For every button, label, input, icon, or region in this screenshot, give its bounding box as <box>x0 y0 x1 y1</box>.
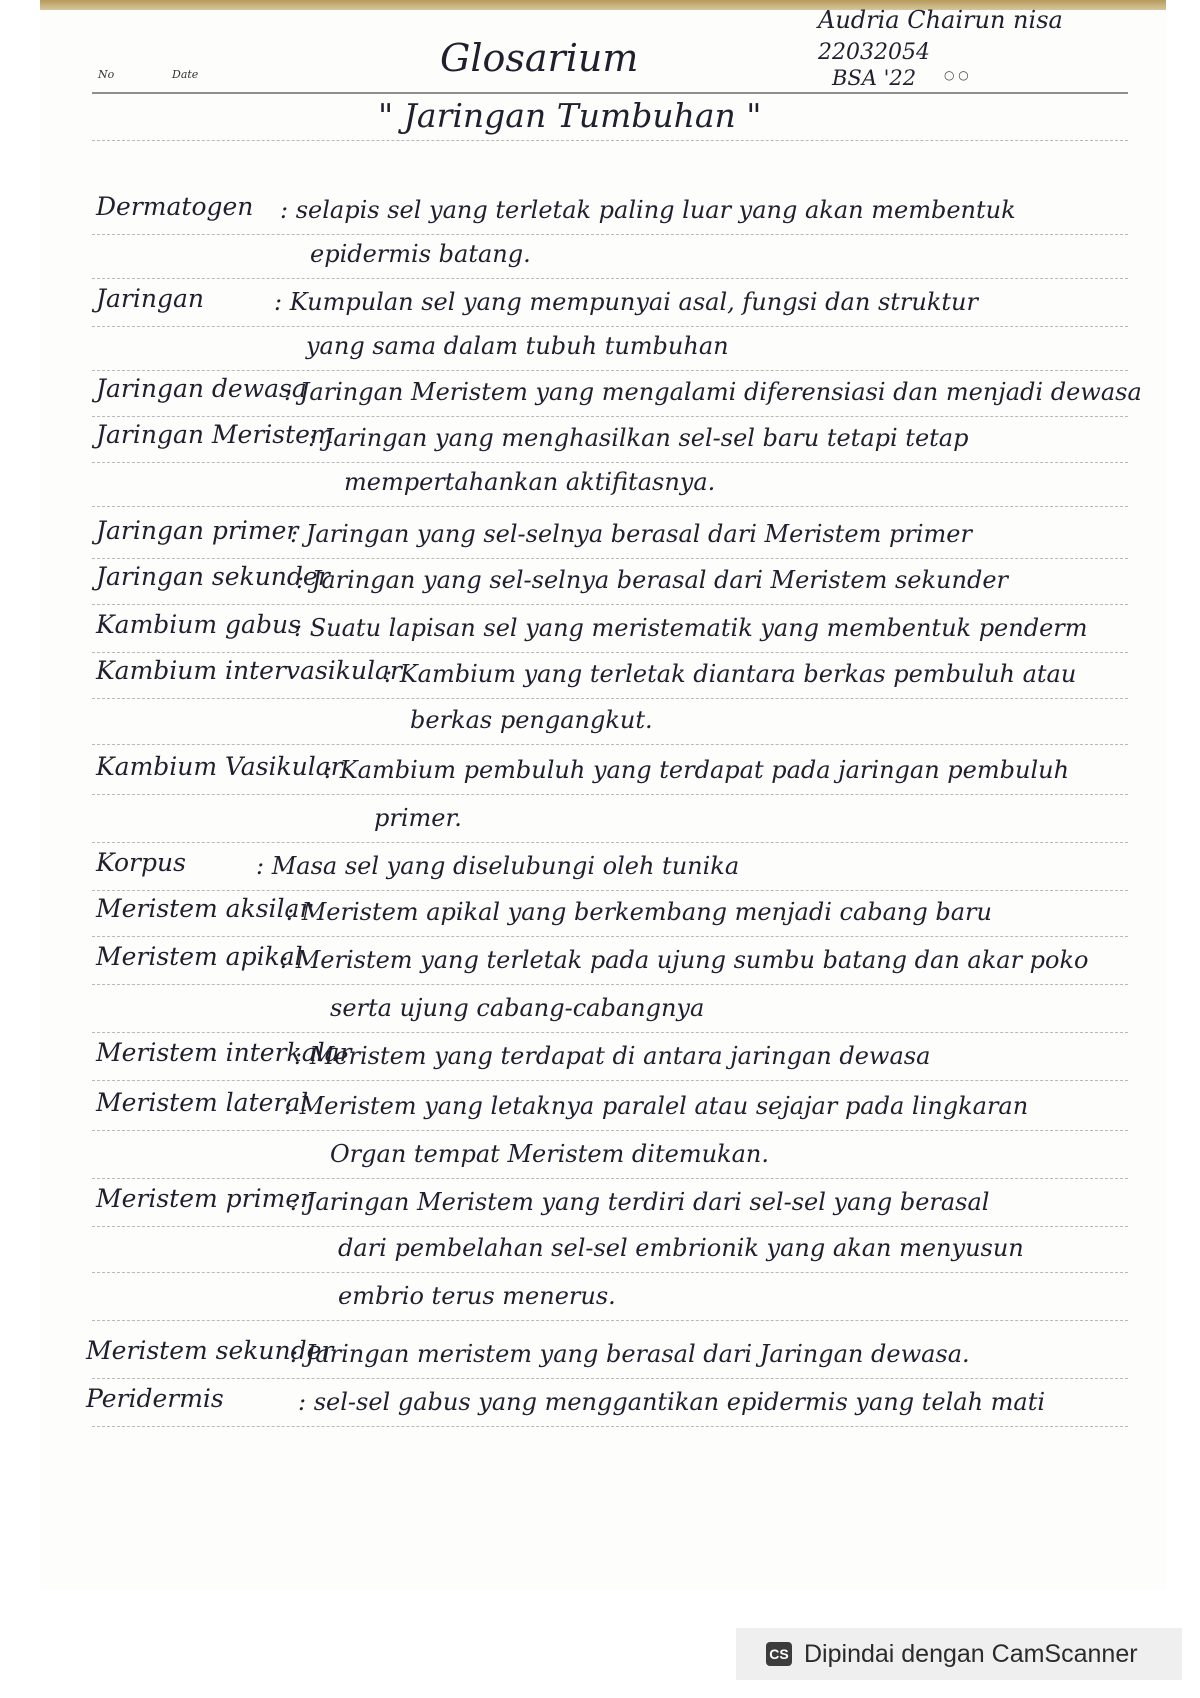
glossary-definition-line: primer. <box>374 804 462 832</box>
ruled-line <box>92 936 1128 937</box>
ruled-line <box>92 370 1128 371</box>
ruled-line <box>92 890 1128 891</box>
ruled-line <box>92 1320 1128 1321</box>
glossary-term: Jaringan sekunder <box>96 562 330 591</box>
ruled-line <box>92 652 1128 653</box>
ruled-line <box>92 326 1128 327</box>
ruled-line <box>92 234 1128 235</box>
ruled-line <box>92 1032 1128 1033</box>
glossary-definition-line: epidermis batang. <box>310 240 531 268</box>
ruled-line <box>92 1378 1128 1379</box>
glossary-definition-line: : Kambium pembuluh yang terdapat pada jaringan pembuluh <box>324 756 1070 784</box>
ruled-line <box>92 506 1128 507</box>
watermark-text: Dipindai dengan CamScanner <box>804 1639 1138 1668</box>
author-class: BSA '22 <box>832 66 917 90</box>
glossary-definition-line: mempertahankan aktifitasnya. <box>344 468 716 496</box>
glossary-definition-line: : Kumpulan sel yang mempunyai asal, fungsi dan struktur <box>274 288 978 316</box>
glossary-definition-line: embrio terus menerus. <box>338 1282 616 1310</box>
ruled-line <box>92 1178 1128 1179</box>
glossary-definition-line: : Meristem apikal yang berkembang menjadi cabang baru <box>286 898 992 926</box>
glossary-term: Meristem apikal <box>96 942 303 971</box>
page-subtitle: " Jaringan Tumbuhan " <box>378 96 762 135</box>
glossary-definition-line: : Jaringan yang menghasilkan sel-sel baru tetapi tetap <box>308 424 969 452</box>
glossary-term: Korpus <box>96 848 186 877</box>
no-label: No <box>98 68 115 81</box>
author-name: Audria Chairun nisa <box>818 6 1063 34</box>
ruled-line <box>92 794 1128 795</box>
glossary-definition-line: Organ tempat Meristem ditemukan. <box>330 1140 769 1168</box>
ruled-line <box>92 984 1128 985</box>
glossary-term: Peridermis <box>86 1384 224 1413</box>
ruled-line <box>92 604 1128 605</box>
glossary-term: Jaringan primer <box>96 516 299 545</box>
date-label: Date <box>172 68 199 81</box>
glossary-definition-line: : Suatu lapisan sel yang meristematik yang membentuk penderm <box>294 614 1088 642</box>
glossary-term: Kambium intervasikular <box>96 656 402 685</box>
glossary-term: Kambium Vasikular <box>96 752 343 781</box>
ruled-line <box>92 842 1128 843</box>
glossary-term: Dermatogen <box>96 192 254 221</box>
ruled-line <box>92 1426 1128 1427</box>
ruled-line <box>92 744 1128 745</box>
glossary-definition-line: : Jaringan yang sel-selnya berasal dari Meristem primer <box>290 520 972 548</box>
page-title: Glosarium <box>440 36 639 80</box>
header-rule <box>92 92 1128 94</box>
glossary-term: Kambium gabus <box>96 610 301 639</box>
glossary-definition-line: dari pembelahan sel-sel embrionik yang akan menyusun <box>338 1234 1024 1262</box>
glossary-term: Meristem lateral <box>96 1088 309 1117</box>
glossary-term: Meristem aksilar <box>96 894 312 923</box>
ruled-line <box>92 462 1128 463</box>
glossary-term: Meristem primer <box>96 1184 313 1213</box>
glossary-term: Jaringan <box>96 284 204 313</box>
glossary-definition-line: : sel-sel gabus yang menggantikan epidermis yang telah mati <box>298 1388 1046 1416</box>
ruled-line <box>92 558 1128 559</box>
glossary-definition-line: : Jaringan yang sel-selnya berasal dari Meristem sekunder <box>296 566 1008 594</box>
glossary-definition-line: : Jaringan Meristem yang terdiri dari sel-sel yang berasal <box>290 1188 990 1216</box>
ruled-line <box>92 1226 1128 1227</box>
glossary-term: Jaringan Meristem <box>96 420 334 449</box>
glossary-term: Meristem sekunder <box>86 1336 334 1365</box>
ruled-line <box>92 1080 1128 1081</box>
glossary-definition-line: : Meristem yang terdapat di antara jaringan dewasa <box>294 1042 931 1070</box>
glossary-definition-line: : Kambium yang terletak diantara berkas pembuluh atau <box>384 660 1077 688</box>
glossary-definition-line: : Masa sel yang diselubungi oleh tunika <box>256 852 740 880</box>
glossary-definition-line: serta ujung cabang-cabangnya <box>330 994 705 1022</box>
glossary-definition-line: yang sama dalam tubuh tumbuhan <box>306 332 729 360</box>
glossary-definition-line: : Jaringan meristem yang berasal dari Jaringan dewasa. <box>290 1340 970 1368</box>
ruled-line <box>92 698 1128 699</box>
ruled-line <box>92 140 1128 141</box>
camscanner-watermark <box>736 1628 1182 1680</box>
author-id: 22032054 <box>818 40 930 65</box>
ruled-line <box>92 416 1128 417</box>
glossary-term: Jaringan dewasa <box>96 374 307 403</box>
ring-dots: ○ ○ <box>944 68 969 82</box>
glossary-term: Meristem interkalar <box>96 1038 352 1067</box>
glossary-definition-line: : selapis sel yang terletak paling luar yang akan membentuk <box>280 196 1016 224</box>
ruled-line <box>92 1130 1128 1131</box>
glossary-definition-line: berkas pengangkut. <box>410 706 653 734</box>
ruled-line <box>92 278 1128 279</box>
glossary-definition-line: : Meristem yang letaknya paralel atau sejajar pada lingkaran <box>284 1092 1029 1120</box>
glossary-definition-line: : Meristem yang terletak pada ujung sumbu batang dan akar poko <box>280 946 1089 974</box>
camscanner-icon: CS <box>766 1642 792 1666</box>
glossary-definition-line: : Jaringan Meristem yang mengalami diferensiasi dan menjadi dewasa <box>284 378 1142 406</box>
ruled-line <box>92 1272 1128 1273</box>
